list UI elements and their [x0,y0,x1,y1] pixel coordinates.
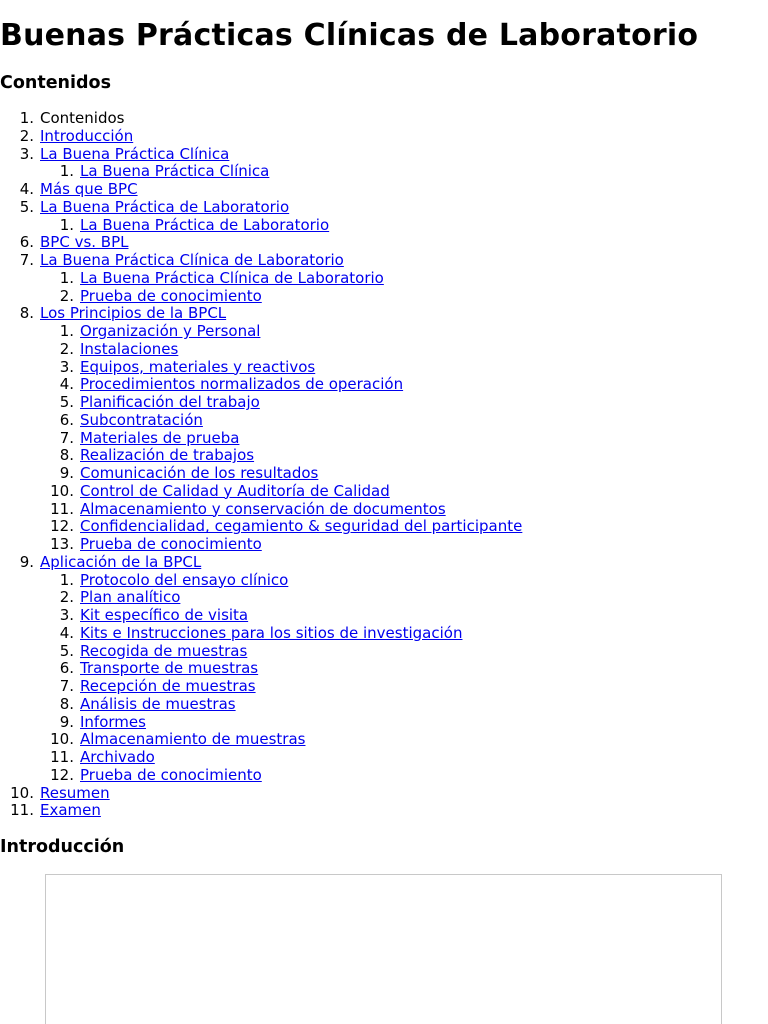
toc-label: Contenidos [40,109,125,127]
toc-item [0,234,768,252]
toc-link[interactable]: Realización de trabajos [80,446,255,465]
toc-link[interactable]: La Buena Práctica Clínica [80,162,270,181]
list-item-number: 4. [59,375,74,394]
list-item-number: 6. [59,659,74,678]
list-item-number: 2. [59,286,74,305]
toc-item [0,110,768,128]
list-item-number: 7. [59,677,74,695]
list-item-number: 11. [50,748,74,766]
toc-subitem [0,447,768,465]
toc-subitem [0,483,768,501]
toc-link[interactable]: La Buena Práctica Clínica de Laboratorio [40,251,344,269]
list-item-number: 11. [10,801,34,820]
toc-subitem [0,465,768,483]
toc-link[interactable]: Informes [80,712,146,731]
list-item-number: 10. [50,730,74,749]
toc-link[interactable]: Confidencialidad, cegamiento & seguridad del participante [80,517,523,536]
list-item-number: 11. [50,499,74,518]
list-item-number: 5. [19,197,34,216]
toc-link[interactable]: La Buena Práctica de Laboratorio [80,215,330,234]
toc-link[interactable]: Recogida de muestras [80,641,248,660]
toc-subitem [0,163,768,181]
toc-subitem [0,501,768,519]
list-item-number: 8. [59,694,74,713]
toc-link[interactable]: Instalaciones [80,339,179,358]
list-item-number: 4. [19,180,34,198]
introduction-heading: Introducción [0,837,125,857]
toc-link[interactable]: Transporte de muestras [80,659,259,678]
toc-subitem [0,589,768,607]
toc-link[interactable]: La Buena Práctica Clínica [40,144,230,163]
list-item-number: 9. [59,712,74,731]
toc-link[interactable]: Introducción [40,126,134,145]
embedded-content-frame [45,874,722,1024]
list-item-number: 3. [59,357,74,376]
list-item-number: 3. [19,144,34,163]
toc-link[interactable]: Materiales de prueba [80,428,240,447]
list-item-number: 13. [50,535,74,553]
toc-subitem [0,749,768,767]
list-item-number: 7. [19,251,34,269]
toc-link[interactable]: La Buena Práctica de Laboratorio [40,197,290,216]
toc-link[interactable]: Control de Calidad y Auditoría de Calidad [80,481,390,500]
toc-link[interactable]: Prueba de conocimiento [80,535,262,553]
toc-link[interactable]: Equipos, materiales y reactivos [80,357,316,376]
toc-item [0,802,768,820]
list-item-number: 2. [59,588,74,607]
toc-subitem [0,731,768,749]
toc-item [0,146,768,164]
list-item-number: 6. [19,233,34,252]
toc-subitem [0,359,768,377]
toc-subitem [0,288,768,306]
toc-item [0,181,768,199]
list-item-number: 10. [10,783,34,802]
toc-subitem [0,217,768,235]
list-item-number: 12. [50,765,74,784]
toc-link[interactable]: Procedimientos normalizados de operación [80,375,404,394]
toc-link[interactable]: Prueba de conocimiento [80,765,262,784]
toc-subitem [0,341,768,359]
toc-subitem [0,323,768,341]
toc-link[interactable]: Recepción de muestras [80,677,256,695]
toc-link[interactable]: Examen [40,801,101,820]
toc-subitem [0,394,768,412]
toc-item [0,785,768,803]
toc-item [0,128,768,146]
toc-subitem [0,607,768,625]
toc-link[interactable]: Prueba de conocimiento [80,286,262,305]
list-item-number: 9. [59,464,74,482]
toc-subitem [0,518,768,536]
table-of-contents [0,110,768,820]
list-item-number: 9. [19,552,34,571]
list-item-number: 12. [50,517,74,536]
toc-link[interactable]: Plan analítico [80,588,181,607]
toc-item [0,252,768,270]
toc-subitem [0,536,768,554]
toc-item [0,554,768,572]
list-item-number: 5. [59,641,74,660]
toc-link[interactable]: Archivado [80,748,155,766]
list-item-number: 1. [59,570,74,589]
toc-link[interactable]: Almacenamiento de muestras [80,730,306,749]
page-title: Buenas Prácticas Clínicas de Laboratorio [0,18,699,53]
toc-link[interactable]: BPC vs. BPL [40,233,129,252]
toc-link[interactable]: Kit específico de visita [80,606,249,624]
toc-subitem [0,376,768,394]
toc-link[interactable]: Resumen [40,783,110,802]
toc-link[interactable]: Más que BPC [40,180,138,198]
list-item-number: 6. [59,410,74,429]
toc-link[interactable]: Comunicación de los resultados [80,464,319,482]
toc-subitem [0,714,768,732]
list-item-number: 7. [59,428,74,447]
toc-link[interactable]: Análisis de muestras [80,694,236,713]
list-item-number: 8. [59,446,74,465]
list-item-number: 3. [59,606,74,624]
list-item-number: 1. [59,162,74,181]
toc-link[interactable]: Kits e Instrucciones para los sitios de investigación [80,623,463,642]
toc-item [0,199,768,217]
list-item-number: 1. [59,268,74,287]
toc-link[interactable]: Planificación del trabajo [80,393,260,411]
toc-subitem [0,660,768,678]
toc-subitem [0,572,768,590]
toc-link[interactable]: Almacenamiento y conservación de documentos [80,499,446,518]
list-item-number: 5. [59,393,74,411]
toc-link[interactable]: Organización y Personal [80,322,261,340]
list-item-number: 1. [59,215,74,234]
toc-link[interactable]: Subcontratación [80,410,203,429]
list-item-number: 8. [19,304,34,323]
toc-subitem [0,643,768,661]
toc-subitem [0,412,768,430]
toc-subitem [0,430,768,448]
toc-link[interactable]: La Buena Práctica Clínica de Laboratorio [80,268,384,287]
toc-subitem [0,625,768,643]
list-item-number: 2. [59,339,74,358]
toc-subitem [0,678,768,696]
list-item-number: 10. [50,481,74,500]
toc-link[interactable]: Los Principios de la BPCL [40,304,227,323]
toc-subitem [0,270,768,288]
toc-subitem [0,696,768,714]
toc-link[interactable]: Protocolo del ensayo clínico [80,570,289,589]
contents-heading: Contenidos [0,73,111,93]
toc-item [0,305,768,323]
list-item-number: 1. [19,109,34,127]
list-item-number: 1. [59,322,74,340]
toc-subitem [0,767,768,785]
toc-link[interactable]: Aplicación de la BPCL [40,552,202,571]
list-item-number: 4. [59,623,74,642]
list-item-number: 2. [19,126,34,145]
